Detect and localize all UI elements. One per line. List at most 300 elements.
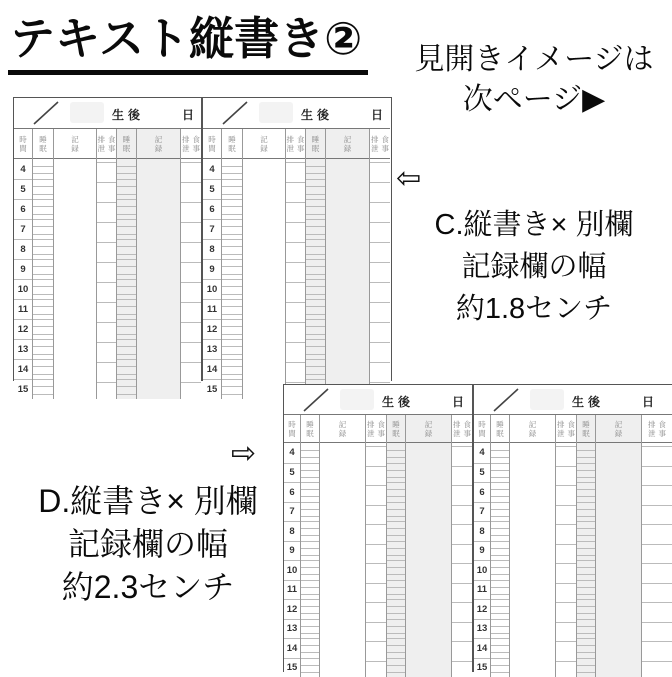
column-label: 食 事 bbox=[193, 135, 201, 153]
column-header bbox=[306, 129, 325, 159]
after-birth-label: 生後 bbox=[572, 393, 604, 410]
column-header bbox=[97, 129, 116, 159]
column-label: 睡 眠 bbox=[312, 135, 320, 153]
label-d-line3: 約2.3センチ bbox=[12, 566, 284, 609]
column-label: 記 録 bbox=[344, 135, 352, 153]
column-header bbox=[320, 415, 365, 443]
column-sleep-2 bbox=[306, 129, 326, 399]
column-sleep-2 bbox=[117, 129, 137, 399]
column-header bbox=[243, 129, 285, 159]
column-header bbox=[222, 129, 242, 159]
hour-cell: 9 bbox=[14, 259, 32, 279]
sleep-slot-cell bbox=[491, 638, 509, 658]
hour-cell: 10 bbox=[284, 560, 300, 580]
excretion-meal-cell bbox=[286, 339, 305, 359]
sleep-slot-cell bbox=[222, 379, 242, 399]
hour-cell: 9 bbox=[284, 541, 300, 561]
hour-cell: 12 bbox=[284, 599, 300, 619]
outline-left-arrow-icon: ⇦ bbox=[396, 164, 421, 194]
spread-note bbox=[400, 40, 668, 120]
hour-cell: 15 bbox=[14, 379, 32, 399]
excretion-meal-cell bbox=[366, 463, 386, 483]
column-header bbox=[642, 415, 672, 443]
sleep-slot-cell bbox=[491, 521, 509, 541]
excretion-meal-cell bbox=[556, 599, 576, 619]
column-record bbox=[320, 415, 366, 677]
excretion-meal-cell bbox=[97, 259, 116, 279]
baby-log-sheet-c bbox=[13, 97, 392, 381]
excretion-meal-cell bbox=[181, 219, 201, 239]
column-label: 排 泄 bbox=[371, 135, 379, 153]
excretion-meal-cell bbox=[366, 521, 386, 541]
excretion-meal-cell bbox=[642, 521, 672, 541]
excretion-meal-cell bbox=[286, 359, 305, 379]
sleep-slot-cell bbox=[301, 502, 319, 522]
excretion-meal-cell bbox=[370, 219, 390, 239]
excretion-meal-cell bbox=[97, 379, 116, 399]
column-label: 時 間 bbox=[19, 135, 27, 153]
column-label: 記 録 bbox=[71, 135, 79, 153]
excretion-meal-cell bbox=[370, 159, 390, 179]
hour-cell: 6 bbox=[284, 482, 300, 502]
excretion-meal-cell bbox=[181, 299, 201, 319]
hour-cell: 13 bbox=[14, 339, 32, 359]
excretion-meal-cell bbox=[452, 599, 472, 619]
hour-cell: 4 bbox=[203, 159, 221, 179]
sleep-slot-cell bbox=[491, 619, 509, 639]
sleep-slot-cell bbox=[117, 239, 136, 259]
column-ex-2 bbox=[452, 415, 472, 677]
sleep-slot-cell bbox=[491, 482, 509, 502]
column-label: 排 泄 bbox=[287, 135, 295, 153]
log-page-panel bbox=[472, 385, 672, 672]
excretion-meal-cell bbox=[366, 502, 386, 522]
excretion-meal-cell bbox=[452, 443, 472, 463]
sleep-slot-cell bbox=[33, 179, 53, 199]
excretion-meal-cell bbox=[642, 619, 672, 639]
column-header bbox=[387, 415, 405, 443]
sleep-slot-cell bbox=[577, 658, 595, 677]
sleep-slot-cell bbox=[491, 463, 509, 483]
sleep-slot-cell bbox=[306, 159, 325, 179]
excretion-meal-cell bbox=[642, 502, 672, 522]
sleep-slot-cell bbox=[33, 359, 53, 379]
excretion-meal-cell bbox=[556, 619, 576, 639]
sleep-slot-cell bbox=[577, 580, 595, 600]
excretion-meal-cell bbox=[366, 560, 386, 580]
column-record-2 bbox=[326, 129, 370, 399]
sleep-slot-cell bbox=[577, 599, 595, 619]
excretion-meal-cell bbox=[181, 159, 201, 179]
hour-cell: 7 bbox=[284, 502, 300, 522]
log-page-panel bbox=[14, 98, 201, 381]
sleep-slot-cell bbox=[117, 359, 136, 379]
column-ex bbox=[366, 415, 387, 677]
hour-cell: 5 bbox=[14, 179, 32, 199]
day-label: 日 bbox=[642, 393, 654, 410]
excretion-meal-cell bbox=[452, 482, 472, 502]
sleep-slot-cell bbox=[306, 279, 325, 299]
excretion-meal-cell bbox=[452, 580, 472, 600]
sleep-slot-cell bbox=[306, 299, 325, 319]
column-record-2 bbox=[406, 415, 452, 677]
column-header bbox=[33, 129, 53, 159]
excretion-meal-cell bbox=[452, 619, 472, 639]
excretion-meal-cell bbox=[181, 259, 201, 279]
column-label: 食 事 bbox=[297, 135, 305, 153]
sleep-slot-cell bbox=[117, 279, 136, 299]
excretion-meal-cell bbox=[452, 658, 472, 677]
sleep-slot-cell bbox=[491, 560, 509, 580]
sleep-slot-cell bbox=[222, 219, 242, 239]
column-sleep-2 bbox=[387, 415, 406, 677]
sleep-slot-cell bbox=[33, 379, 53, 399]
hour-cell: 14 bbox=[14, 359, 32, 379]
excretion-meal-cell bbox=[642, 560, 672, 580]
sleep-slot-cell bbox=[301, 580, 319, 600]
log-page-panel bbox=[284, 385, 472, 672]
column-label: 記 録 bbox=[155, 135, 163, 153]
column-header bbox=[452, 415, 472, 443]
sleep-slot-cell bbox=[577, 443, 595, 463]
label-d-line1: D.縦書き× 別欄 bbox=[12, 480, 284, 523]
excretion-meal-cell bbox=[452, 560, 472, 580]
sleep-slot-cell bbox=[222, 359, 242, 379]
excretion-meal-cell bbox=[452, 502, 472, 522]
column-label: 睡 眠 bbox=[582, 420, 590, 438]
excretion-meal-cell bbox=[97, 199, 116, 219]
hour-cell: 4 bbox=[284, 443, 300, 463]
column-sleep bbox=[33, 129, 54, 399]
hour-cell: 8 bbox=[14, 239, 32, 259]
date-placeholder-box bbox=[340, 389, 374, 410]
sleep-slot-cell bbox=[222, 199, 242, 219]
sleep-slot-cell bbox=[117, 319, 136, 339]
excretion-meal-cell bbox=[556, 521, 576, 541]
sleep-slot-cell bbox=[387, 541, 405, 561]
hour-cell: 6 bbox=[474, 482, 490, 502]
excretion-meal-cell bbox=[286, 159, 305, 179]
sleep-slot-cell bbox=[33, 319, 53, 339]
sleep-slot-cell bbox=[306, 199, 325, 219]
column-ex-2 bbox=[181, 129, 201, 399]
sleep-slot-cell bbox=[222, 179, 242, 199]
day-label: 日 bbox=[182, 106, 194, 123]
excretion-meal-cell bbox=[642, 658, 672, 677]
hour-cell: 9 bbox=[474, 541, 490, 561]
column-label: 睡 眠 bbox=[123, 135, 131, 153]
sleep-slot-cell bbox=[117, 259, 136, 279]
column-label: 記 録 bbox=[339, 420, 347, 438]
excretion-meal-cell bbox=[286, 299, 305, 319]
hour-cell: 15 bbox=[203, 379, 221, 399]
sleep-slot-cell bbox=[33, 339, 53, 359]
label-c-line3: 約1.8センチ bbox=[400, 288, 668, 330]
excretion-meal-cell bbox=[370, 239, 390, 259]
column-label: 睡 眠 bbox=[39, 135, 47, 153]
column-label: 食 事 bbox=[659, 420, 667, 438]
hour-cell: 8 bbox=[474, 521, 490, 541]
hour-cell: 13 bbox=[474, 619, 490, 639]
log-page-panel bbox=[201, 98, 390, 381]
sleep-slot-cell bbox=[301, 658, 319, 677]
sleep-slot-cell bbox=[33, 199, 53, 219]
excretion-meal-cell bbox=[370, 299, 390, 319]
column-header bbox=[366, 415, 386, 443]
column-header bbox=[286, 129, 305, 159]
hour-cell: 11 bbox=[14, 299, 32, 319]
after-birth-label: 生後 bbox=[301, 106, 333, 123]
column-label: 排 泄 bbox=[453, 420, 461, 438]
sleep-slot-cell bbox=[387, 658, 405, 677]
excretion-meal-cell bbox=[452, 638, 472, 658]
column-ex bbox=[97, 129, 117, 399]
excretion-meal-cell bbox=[556, 502, 576, 522]
excretion-meal-cell bbox=[97, 319, 116, 339]
spread-note-line1: 見開きイメージは bbox=[400, 40, 668, 80]
sleep-slot-cell bbox=[387, 443, 405, 463]
excretion-meal-cell bbox=[366, 443, 386, 463]
excretion-meal-cell bbox=[286, 239, 305, 259]
column-sleep-2 bbox=[577, 415, 596, 677]
sleep-slot-cell bbox=[117, 339, 136, 359]
excretion-meal-cell bbox=[556, 482, 576, 502]
sleep-slot-cell bbox=[117, 179, 136, 199]
hour-cell: 10 bbox=[203, 279, 221, 299]
sleep-slot-cell bbox=[387, 502, 405, 522]
column-label: 排 泄 bbox=[182, 135, 190, 153]
column-header bbox=[596, 415, 641, 443]
hour-cell: 4 bbox=[474, 443, 490, 463]
excretion-meal-cell bbox=[181, 179, 201, 199]
excretion-meal-cell bbox=[556, 580, 576, 600]
sleep-slot-cell bbox=[577, 502, 595, 522]
hour-cell: 14 bbox=[284, 638, 300, 658]
excretion-meal-cell bbox=[181, 379, 201, 399]
hour-cell: 5 bbox=[203, 179, 221, 199]
sleep-slot-cell bbox=[306, 219, 325, 239]
excretion-meal-cell bbox=[181, 319, 201, 339]
excretion-meal-cell bbox=[366, 638, 386, 658]
sleep-slot-cell bbox=[33, 299, 53, 319]
hour-cell: 5 bbox=[474, 463, 490, 483]
sleep-slot-cell bbox=[301, 463, 319, 483]
hour-cell: 7 bbox=[203, 219, 221, 239]
column-header bbox=[181, 129, 201, 159]
column-sleep bbox=[491, 415, 510, 677]
excretion-meal-cell bbox=[286, 219, 305, 239]
after-birth-label: 生後 bbox=[112, 106, 144, 123]
date-placeholder-box bbox=[530, 389, 564, 410]
excretion-meal-cell bbox=[286, 279, 305, 299]
sleep-slot-cell bbox=[33, 279, 53, 299]
column-header bbox=[203, 129, 221, 159]
column-label: 睡 眠 bbox=[392, 420, 400, 438]
sleep-slot-cell bbox=[387, 638, 405, 658]
sleep-slot-cell bbox=[387, 521, 405, 541]
excretion-meal-cell bbox=[97, 279, 116, 299]
hour-cell: 15 bbox=[284, 658, 300, 677]
hour-cell: 9 bbox=[203, 259, 221, 279]
hour-cell: 6 bbox=[203, 199, 221, 219]
excretion-meal-cell bbox=[642, 463, 672, 483]
excretion-meal-cell bbox=[556, 541, 576, 561]
sleep-slot-cell bbox=[387, 599, 405, 619]
sleep-slot-cell bbox=[33, 219, 53, 239]
sleep-slot-cell bbox=[387, 560, 405, 580]
column-header bbox=[301, 415, 319, 443]
column-header bbox=[406, 415, 451, 443]
excretion-meal-cell bbox=[370, 359, 390, 379]
sleep-slot-cell bbox=[306, 239, 325, 259]
sleep-slot-cell bbox=[301, 521, 319, 541]
sleep-slot-cell bbox=[306, 339, 325, 359]
sleep-slot-cell bbox=[577, 619, 595, 639]
sleep-slot-cell bbox=[577, 560, 595, 580]
sleep-slot-cell bbox=[491, 599, 509, 619]
column-header bbox=[54, 129, 96, 159]
column-label: 睡 眠 bbox=[228, 135, 236, 153]
sleep-slot-cell bbox=[491, 580, 509, 600]
excretion-meal-cell bbox=[97, 339, 116, 359]
column-label: 食 事 bbox=[378, 420, 386, 438]
column-header bbox=[510, 415, 555, 443]
label-c-line2: 記録欄の幅 bbox=[400, 246, 668, 288]
hour-cell: 13 bbox=[284, 619, 300, 639]
excretion-meal-cell bbox=[286, 319, 305, 339]
page-title: テキスト縦書き② bbox=[8, 0, 368, 75]
excretion-meal-cell bbox=[642, 443, 672, 463]
column-label: 時 間 bbox=[478, 420, 486, 438]
column-ex-2 bbox=[642, 415, 672, 677]
column-label: 時 間 bbox=[288, 420, 296, 438]
excretion-meal-cell bbox=[556, 658, 576, 677]
excretion-meal-cell bbox=[366, 580, 386, 600]
column-ex bbox=[286, 129, 306, 399]
hour-cell: 12 bbox=[203, 319, 221, 339]
excretion-meal-cell bbox=[642, 482, 672, 502]
date-placeholder-box bbox=[70, 102, 104, 123]
column-record-2 bbox=[137, 129, 181, 399]
sleep-slot-cell bbox=[491, 658, 509, 677]
excretion-meal-cell bbox=[286, 179, 305, 199]
hour-cell: 10 bbox=[14, 279, 32, 299]
excretion-meal-cell bbox=[366, 482, 386, 502]
hour-cell: 6 bbox=[14, 199, 32, 219]
sleep-slot-cell bbox=[222, 279, 242, 299]
day-label: 日 bbox=[452, 393, 464, 410]
date-slash-icon bbox=[492, 388, 520, 417]
label-d bbox=[12, 480, 284, 609]
spread-note-line2: 次ページ▶ bbox=[400, 80, 668, 120]
excretion-meal-cell bbox=[556, 638, 576, 658]
date-slash-icon bbox=[302, 388, 330, 417]
hour-cell: 8 bbox=[203, 239, 221, 259]
sleep-slot-cell bbox=[222, 319, 242, 339]
sleep-slot-cell bbox=[387, 619, 405, 639]
excretion-meal-cell bbox=[452, 541, 472, 561]
column-record-2 bbox=[596, 415, 642, 677]
excretion-meal-cell bbox=[181, 279, 201, 299]
column-record bbox=[510, 415, 556, 677]
sleep-slot-cell bbox=[33, 239, 53, 259]
sleep-slot-cell bbox=[306, 259, 325, 279]
sleep-slot-cell bbox=[306, 359, 325, 379]
column-header bbox=[370, 129, 390, 159]
excretion-meal-cell bbox=[370, 319, 390, 339]
excretion-meal-cell bbox=[452, 521, 472, 541]
column-label: 記 録 bbox=[615, 420, 623, 438]
date-header bbox=[284, 385, 472, 415]
sleep-slot-cell bbox=[577, 463, 595, 483]
excretion-meal-cell bbox=[286, 199, 305, 219]
sleep-slot-cell bbox=[306, 179, 325, 199]
excretion-meal-cell bbox=[97, 359, 116, 379]
date-placeholder-box bbox=[259, 102, 293, 123]
excretion-meal-cell bbox=[366, 541, 386, 561]
column-label: 排 泄 bbox=[648, 420, 656, 438]
column-header bbox=[117, 129, 136, 159]
column-ex-2 bbox=[370, 129, 390, 399]
sleep-slot-cell bbox=[222, 259, 242, 279]
sleep-slot-cell bbox=[301, 560, 319, 580]
sleep-slot-cell bbox=[577, 482, 595, 502]
excretion-meal-cell bbox=[181, 199, 201, 219]
hour-cell: 11 bbox=[203, 299, 221, 319]
column-label: 記 録 bbox=[529, 420, 537, 438]
sleep-slot-cell bbox=[301, 638, 319, 658]
hour-cell: 14 bbox=[474, 638, 490, 658]
excretion-meal-cell bbox=[370, 199, 390, 219]
excretion-meal-cell bbox=[642, 638, 672, 658]
column-sleep bbox=[222, 129, 243, 399]
column-sleep bbox=[301, 415, 320, 677]
excretion-meal-cell bbox=[556, 463, 576, 483]
hour-cell: 11 bbox=[474, 580, 490, 600]
sleep-slot-cell bbox=[306, 319, 325, 339]
excretion-meal-cell bbox=[366, 599, 386, 619]
day-label: 日 bbox=[371, 106, 383, 123]
column-label: 記 録 bbox=[425, 420, 433, 438]
sleep-slot-cell bbox=[117, 299, 136, 319]
excretion-meal-cell bbox=[97, 299, 116, 319]
column-header bbox=[326, 129, 369, 159]
sleep-slot-cell bbox=[301, 599, 319, 619]
column-label: 排 泄 bbox=[98, 135, 106, 153]
sleep-slot-cell bbox=[33, 259, 53, 279]
outline-right-arrow-icon: ⇨ bbox=[231, 439, 256, 469]
excretion-meal-cell bbox=[642, 599, 672, 619]
sleep-slot-cell bbox=[301, 619, 319, 639]
excretion-meal-cell bbox=[452, 463, 472, 483]
excretion-meal-cell bbox=[97, 159, 116, 179]
excretion-meal-cell bbox=[556, 443, 576, 463]
date-slash-icon bbox=[32, 101, 60, 130]
column-time bbox=[284, 415, 301, 677]
excretion-meal-cell bbox=[366, 658, 386, 677]
sleep-slot-cell bbox=[577, 521, 595, 541]
sleep-slot-cell bbox=[491, 541, 509, 561]
column-label: 睡 眠 bbox=[496, 420, 504, 438]
excretion-meal-cell bbox=[370, 179, 390, 199]
column-record bbox=[243, 129, 286, 399]
excretion-meal-cell bbox=[181, 339, 201, 359]
date-header bbox=[474, 385, 672, 415]
column-time bbox=[203, 129, 222, 399]
sleep-slot-cell bbox=[491, 443, 509, 463]
column-ex bbox=[556, 415, 577, 677]
after-birth-label: 生後 bbox=[382, 393, 414, 410]
